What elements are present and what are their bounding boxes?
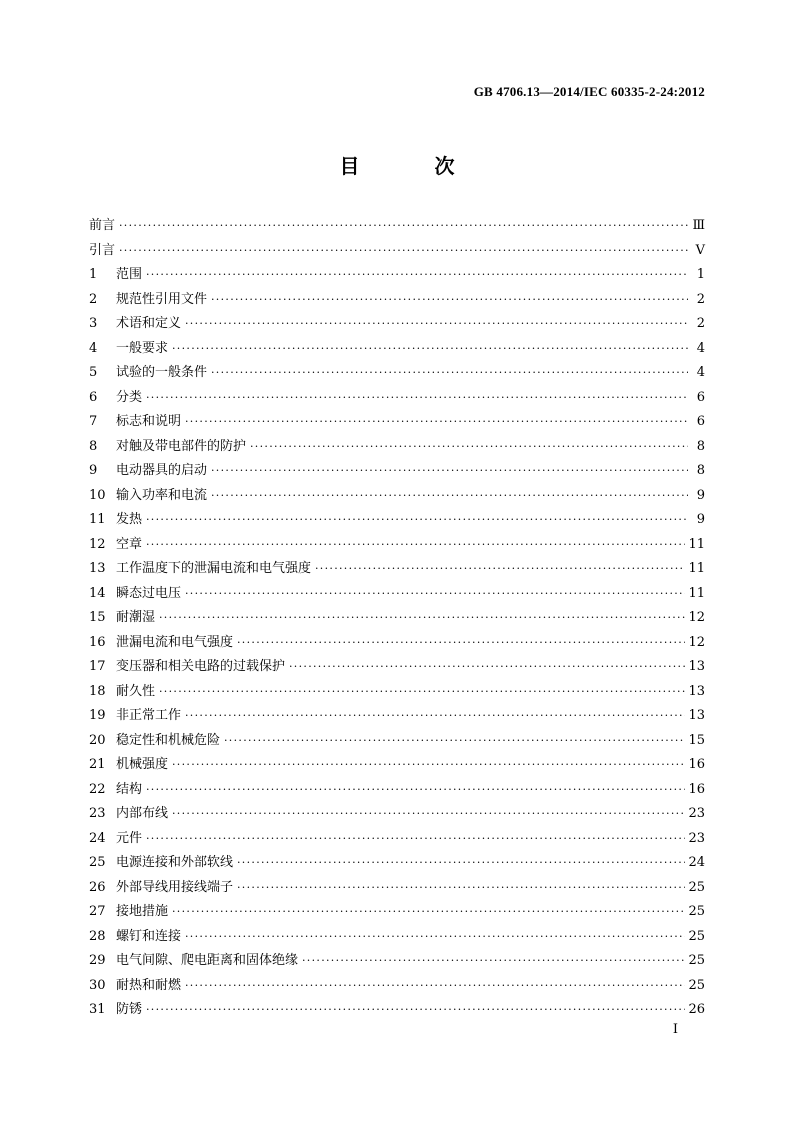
toc-entry-number: 26 <box>89 879 106 895</box>
toc-entry[interactable] <box>89 778 705 803</box>
toc-entry-label: 电动器具的启动 <box>116 463 208 478</box>
toc-entry-page: 25 <box>688 928 705 944</box>
toc-entry-label: 标志和说明 <box>116 414 182 429</box>
toc-entry-page: 23 <box>688 806 705 821</box>
toc-entry-number: 22 <box>89 781 106 797</box>
toc-leader-dots <box>185 582 685 607</box>
toc-entry-number: 13 <box>89 561 106 576</box>
toc-entry-label: 外部导线用接线端子 <box>116 879 234 895</box>
toc-entry-page: 26 <box>688 1002 705 1017</box>
toc-entry-number: 30 <box>89 977 106 993</box>
toc-entry-number: 2 <box>89 291 98 307</box>
toc-entry-page: 23 <box>688 830 705 846</box>
toc-entry-page: 11 <box>688 561 705 576</box>
table-of-contents <box>89 214 705 1023</box>
toc-leader-dots <box>302 949 685 974</box>
toc-entry-page: 6 <box>696 414 705 429</box>
toc-entry-page: Ⅴ <box>695 242 705 258</box>
toc-leader-dots <box>237 631 685 656</box>
toc-entry[interactable] <box>89 998 705 1023</box>
toc-entry-number: 3 <box>89 316 98 331</box>
toc-leader-dots <box>211 361 688 386</box>
toc-entry-number: 19 <box>89 708 106 723</box>
toc-entry-page: 9 <box>696 512 705 527</box>
toc-leader-dots <box>172 337 688 362</box>
toc-entry-number: 29 <box>89 953 106 968</box>
toc-entry-page: 16 <box>688 757 705 772</box>
toc-entry-label: 元件 <box>116 830 143 846</box>
toc-entry-number: 18 <box>89 683 106 699</box>
toc-entry[interactable] <box>89 239 705 264</box>
toc-entry-label: 防锈 <box>116 1002 143 1017</box>
toc-entry-number: 8 <box>89 438 98 454</box>
toc-entry[interactable] <box>89 925 705 950</box>
toc-entry[interactable] <box>89 459 705 484</box>
toc-entry-page: 12 <box>688 610 705 625</box>
toc-entry-page: 25 <box>688 879 705 895</box>
toc-entry[interactable] <box>89 410 705 435</box>
toc-entry-number: 21 <box>89 757 106 772</box>
toc-entry-label: 螺钉和连接 <box>116 928 182 944</box>
toc-entry-page: 11 <box>688 536 705 552</box>
toc-entry-label: 引言 <box>89 242 116 258</box>
toc-leader-dots <box>146 827 685 852</box>
toc-leader-dots <box>146 508 688 533</box>
toc-entry-page: 4 <box>696 340 705 356</box>
toc-entry[interactable] <box>89 827 705 852</box>
toc-entry-page: 8 <box>696 438 705 454</box>
toc-entry-label: 前言 <box>89 218 116 233</box>
toc-entry[interactable] <box>89 876 705 901</box>
toc-leader-dots <box>159 606 685 631</box>
toc-entry-number: 7 <box>89 414 98 429</box>
toc-entry[interactable] <box>89 214 705 239</box>
toc-entry[interactable] <box>89 386 705 411</box>
toc-entry-page: 15 <box>688 732 705 748</box>
toc-leader-dots <box>211 459 688 484</box>
toc-leader-dots <box>237 876 685 901</box>
toc-entry-label: 空章 <box>116 536 143 552</box>
toc-leader-dots <box>119 214 688 239</box>
toc-entry[interactable] <box>89 435 705 460</box>
toc-entry-label: 耐热和耐燃 <box>116 977 182 993</box>
toc-entry-number: 25 <box>89 855 106 870</box>
toc-leader-dots <box>146 533 685 558</box>
standard-code: GB 4706.13—2014/IEC 60335-2-24:2012 <box>473 84 705 99</box>
toc-entry-page: 2 <box>696 291 705 307</box>
toc-entry[interactable] <box>89 753 705 778</box>
toc-entry-page: 24 <box>688 855 705 870</box>
toc-entry[interactable] <box>89 484 705 509</box>
toc-entry-page: 12 <box>688 634 705 650</box>
toc-leader-dots <box>146 386 688 411</box>
toc-entry-number: 15 <box>89 610 106 625</box>
toc-entry-number: 1 <box>89 267 98 282</box>
toc-entry-page: 9 <box>696 487 705 503</box>
toc-entry-number: 4 <box>89 340 98 356</box>
toc-leader-dots <box>211 288 688 313</box>
toc-leader-dots <box>146 263 688 288</box>
toc-entry[interactable] <box>89 533 705 558</box>
toc-leader-dots <box>237 851 685 876</box>
page-title: 目 次 <box>339 154 489 178</box>
toc-entry-number: 27 <box>89 904 106 919</box>
toc-leader-dots <box>289 655 685 680</box>
toc-entry[interactable] <box>89 704 705 729</box>
toc-entry-label: 接地措施 <box>116 904 169 919</box>
toc-leader-dots <box>159 680 685 705</box>
toc-entry-number: 10 <box>89 487 106 503</box>
toc-entry-label: 一般要求 <box>116 340 169 356</box>
toc-entry[interactable] <box>89 631 705 656</box>
toc-entry-page: 6 <box>696 389 705 405</box>
toc-entry-page: 25 <box>688 977 705 993</box>
toc-entry-label: 对触及带电部件的防护 <box>116 438 247 454</box>
toc-leader-dots <box>119 239 688 264</box>
toc-entry[interactable] <box>89 361 705 386</box>
toc-entry[interactable] <box>89 557 705 582</box>
toc-entry-label: 瞬态过电压 <box>116 585 182 601</box>
toc-entry[interactable] <box>89 974 705 999</box>
toc-entry-number: 11 <box>89 512 106 527</box>
toc-entry-number: 24 <box>89 830 106 846</box>
toc-entry[interactable] <box>89 263 705 288</box>
toc-entry[interactable] <box>89 655 705 680</box>
toc-entry-page: 16 <box>688 781 705 797</box>
toc-leader-dots <box>185 410 688 435</box>
toc-leader-dots <box>172 900 685 925</box>
toc-entry-page: Ⅲ <box>692 218 705 233</box>
toc-leader-dots <box>250 435 688 460</box>
toc-entry[interactable] <box>89 606 705 631</box>
toc-leader-dots <box>172 753 685 778</box>
toc-entry-page: 13 <box>688 683 705 699</box>
toc-leader-dots <box>315 557 685 582</box>
toc-entry[interactable] <box>89 508 705 533</box>
toc-entry-label: 分类 <box>116 389 143 405</box>
toc-entry-number: 28 <box>89 928 106 944</box>
toc-entry-label: 规范性引用文件 <box>116 291 208 307</box>
toc-entry-label: 内部布线 <box>116 806 169 821</box>
toc-entry-number: 17 <box>89 659 106 674</box>
toc-entry-number: 5 <box>89 365 98 380</box>
toc-leader-dots <box>172 802 685 827</box>
toc-entry-number: 14 <box>89 585 106 601</box>
toc-entry[interactable] <box>89 312 705 337</box>
toc-entry-number: 6 <box>89 389 98 405</box>
toc-entry-page: 25 <box>688 953 705 968</box>
toc-entry[interactable] <box>89 949 705 974</box>
toc-entry-number: 12 <box>89 536 106 552</box>
toc-entry-label: 范围 <box>116 267 143 282</box>
toc-entry[interactable] <box>89 337 705 362</box>
toc-entry-page: 11 <box>688 585 705 601</box>
toc-entry-label: 耐久性 <box>116 683 156 699</box>
toc-entry-page: 4 <box>696 365 705 380</box>
toc-leader-dots <box>185 704 685 729</box>
toc-entry-label: 稳定性和机械危险 <box>116 732 221 748</box>
toc-entry-page: 13 <box>688 708 705 723</box>
toc-leader-dots <box>185 925 685 950</box>
toc-entry-number: 20 <box>89 732 106 748</box>
toc-entry-number: 31 <box>89 1002 106 1017</box>
toc-entry[interactable] <box>89 900 705 925</box>
page-folio: Ⅰ <box>672 1022 678 1037</box>
toc-entry-label: 结构 <box>116 781 143 797</box>
toc-leader-dots <box>185 312 688 337</box>
toc-entry-page: 13 <box>688 659 705 674</box>
toc-entry-label: 工作温度下的泄漏电流和电气强度 <box>116 561 312 576</box>
toc-leader-dots <box>224 729 685 754</box>
toc-entry-label: 非正常工作 <box>116 708 182 723</box>
toc-leader-dots <box>146 998 685 1023</box>
toc-entry-label: 术语和定义 <box>116 316 182 331</box>
toc-entry[interactable] <box>89 851 705 876</box>
toc-entry-page: 8 <box>696 463 705 478</box>
toc-entry-label: 试验的一般条件 <box>116 365 208 380</box>
toc-entry-label: 机械强度 <box>116 757 169 772</box>
toc-entry-label: 耐潮湿 <box>116 610 156 625</box>
toc-entry[interactable] <box>89 729 705 754</box>
toc-entry-page: 1 <box>696 267 705 282</box>
toc-entry[interactable] <box>89 680 705 705</box>
toc-entry-page: 25 <box>688 904 705 919</box>
toc-entry-number: 23 <box>89 806 106 821</box>
toc-entry-page: 2 <box>696 316 705 331</box>
toc-leader-dots <box>211 484 688 509</box>
toc-entry-label: 变压器和相关电路的过载保护 <box>116 659 286 674</box>
toc-entry-label: 泄漏电流和电气强度 <box>116 634 234 650</box>
toc-leader-dots <box>185 974 685 999</box>
toc-entry-label: 电源连接和外部软线 <box>116 855 234 870</box>
toc-entry-label: 电气间隙、爬电距离和固体绝缘 <box>116 953 299 968</box>
toc-leader-dots <box>146 778 685 803</box>
toc-entry-label: 发热 <box>116 512 143 527</box>
toc-entry[interactable] <box>89 288 705 313</box>
toc-entry-number: 16 <box>89 634 106 650</box>
toc-entry[interactable] <box>89 802 705 827</box>
toc-entry[interactable] <box>89 582 705 607</box>
toc-entry-label: 输入功率和电流 <box>116 487 208 503</box>
toc-entry-number: 9 <box>89 463 98 478</box>
